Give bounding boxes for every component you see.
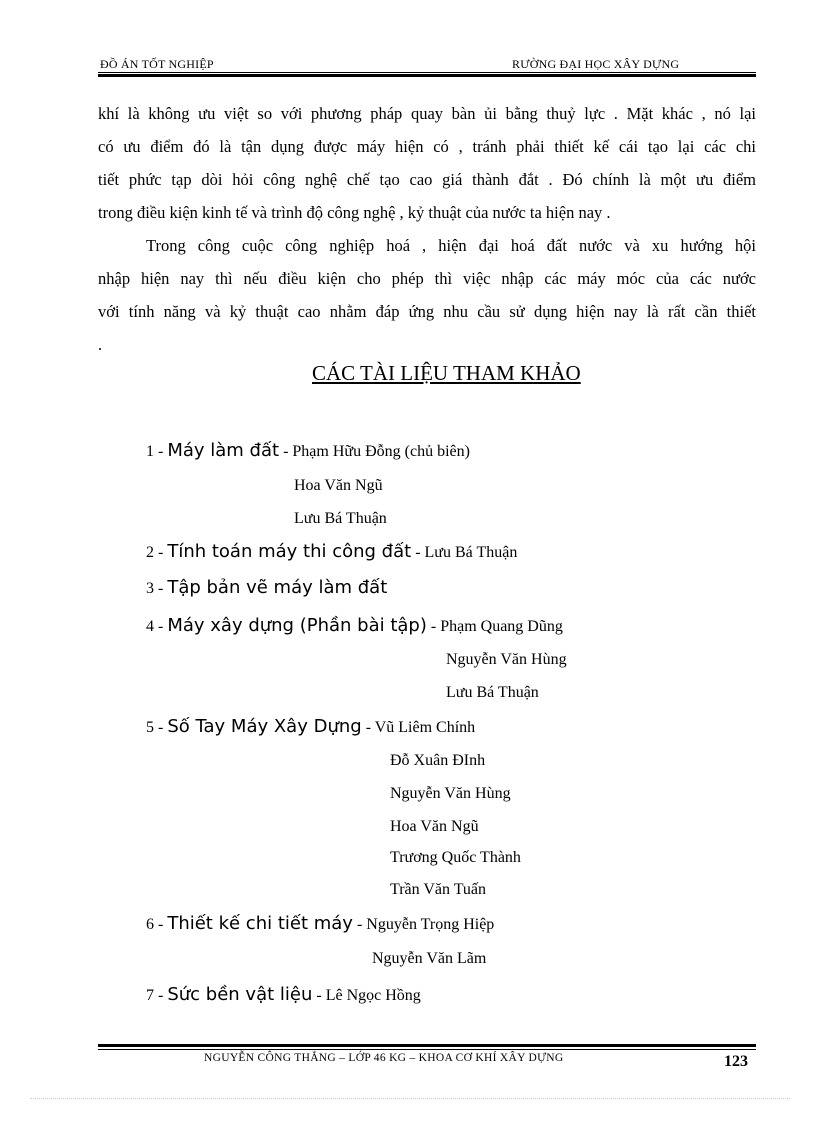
- reference-item-2: [146, 541, 517, 562]
- reference-coauthor: Trần Văn Tuấn: [390, 881, 487, 898]
- paragraph-line: khí là không ưu việt so với phương pháp quay bàn ủi bằng thuỷ lực . Mặt khác , nó lại: [98, 104, 756, 123]
- reference-title: Thiết kế chi tiết máy: [167, 913, 353, 934]
- reference-author: - Phạm Hữu Đỗng (chủ biên): [279, 443, 470, 460]
- reference-title: Máy làm đất: [167, 440, 280, 461]
- paragraph-line: nhập hiện nay thì nếu điều kiện cho phép thì việc nhập các máy móc của các nước: [98, 269, 756, 288]
- reference-coauthor: Nguyễn Văn Lãm: [372, 950, 487, 967]
- header-rule-thin: [98, 72, 756, 73]
- paragraph-line: trong điều kiện kinh tế và trình độ công nghệ , kỷ thuật của nước ta hiện nay .: [98, 203, 611, 222]
- reference-coauthor: Lưu Bá Thuận: [446, 684, 539, 701]
- reference-author: - Lê Ngọc Hồng: [312, 987, 421, 1004]
- reference-coauthor: Lưu Bá Thuận: [294, 510, 387, 527]
- paragraph-line: tiết phức tạp dòi hỏi công nghệ chế tạo cao giá thành đắt . Đó chính là một ưu điểm: [98, 170, 756, 189]
- reference-coauthor: Hoa Văn Ngũ: [294, 477, 383, 494]
- reference-author: - Lưu Bá Thuận: [411, 544, 518, 561]
- reference-author: - Nguyễn Trọng Hiệp: [352, 916, 495, 933]
- reference-number: 7 -: [146, 987, 168, 1004]
- reference-item-1: [146, 440, 470, 461]
- reference-title: Tập bản vẽ máy làm đất: [167, 577, 388, 598]
- reference-title: Số Tay Máy Xây Dựng: [167, 716, 362, 737]
- reference-number: 4 -: [146, 618, 168, 635]
- header-left: ĐỒ ÁN TỐT NGHIỆP: [100, 57, 214, 71]
- footer-rule-thick: [98, 1044, 756, 1047]
- header-right: RƯỜNG ĐẠI HỌC XÂY DỰNG: [512, 57, 680, 71]
- reference-item-5: [146, 716, 475, 737]
- paragraph-line: có ưu điểm đó là tận dụng được máy hiện có , tránh phải thiết kế cái tạo lại các chi: [98, 137, 756, 156]
- reference-coauthor: Hoa Văn Ngũ: [390, 818, 479, 835]
- paragraph-line: Trong công cuộc công nghiệp hoá , hiện đại hoá đất nước và xu hướng hội: [146, 236, 756, 255]
- reference-author: - Phạm Quang Dũng: [426, 618, 563, 635]
- reference-number: 5 -: [146, 719, 168, 736]
- paragraph-2: [98, 229, 756, 361]
- page-edge-divider: [30, 1098, 790, 1099]
- reference-item-7: [146, 984, 421, 1005]
- paragraph-line: .: [98, 335, 103, 354]
- reference-coauthor: Đỗ Xuân ĐInh: [390, 752, 486, 769]
- reference-item-4: [146, 615, 563, 636]
- paragraph-1: [98, 97, 756, 229]
- reference-number: 6 -: [146, 916, 168, 933]
- paragraph-line: với tính năng và kỷ thuật cao nhằm đáp ứng nhu cầu sử dụng hiện nay là rất cần thiết: [98, 302, 756, 321]
- footer-rule-thin: [98, 1049, 756, 1050]
- reference-title: Tính toán máy thi công đất: [167, 541, 412, 562]
- reference-author: - Vũ Liêm Chính: [361, 719, 476, 736]
- references-heading: CÁC TÀI LIỆU THAM KHẢO: [312, 361, 581, 385]
- reference-coauthor: Nguyễn Văn Hùng: [390, 785, 511, 802]
- reference-coauthor: Trương Quốc Thành: [390, 849, 521, 866]
- page-number: 123: [724, 1053, 748, 1070]
- reference-number: 3 -: [146, 580, 168, 597]
- reference-coauthor: Nguyễn Văn Hùng: [446, 651, 567, 668]
- reference-number: 1 -: [146, 443, 168, 460]
- reference-title: Sức bền vật liệu: [167, 984, 313, 1005]
- header-rule-thick: [98, 74, 756, 77]
- reference-title: Máy xây dựng (Phần bài tập): [167, 615, 427, 636]
- footer-text: NGUYỄN CÔNG THẮNG – LỚP 46 KG – KHOA CƠ KHÍ XÂY DỰNG: [204, 1052, 564, 1064]
- reference-number: 2 -: [146, 544, 168, 561]
- reference-item-6: [146, 913, 494, 934]
- reference-item-3: [146, 577, 387, 598]
